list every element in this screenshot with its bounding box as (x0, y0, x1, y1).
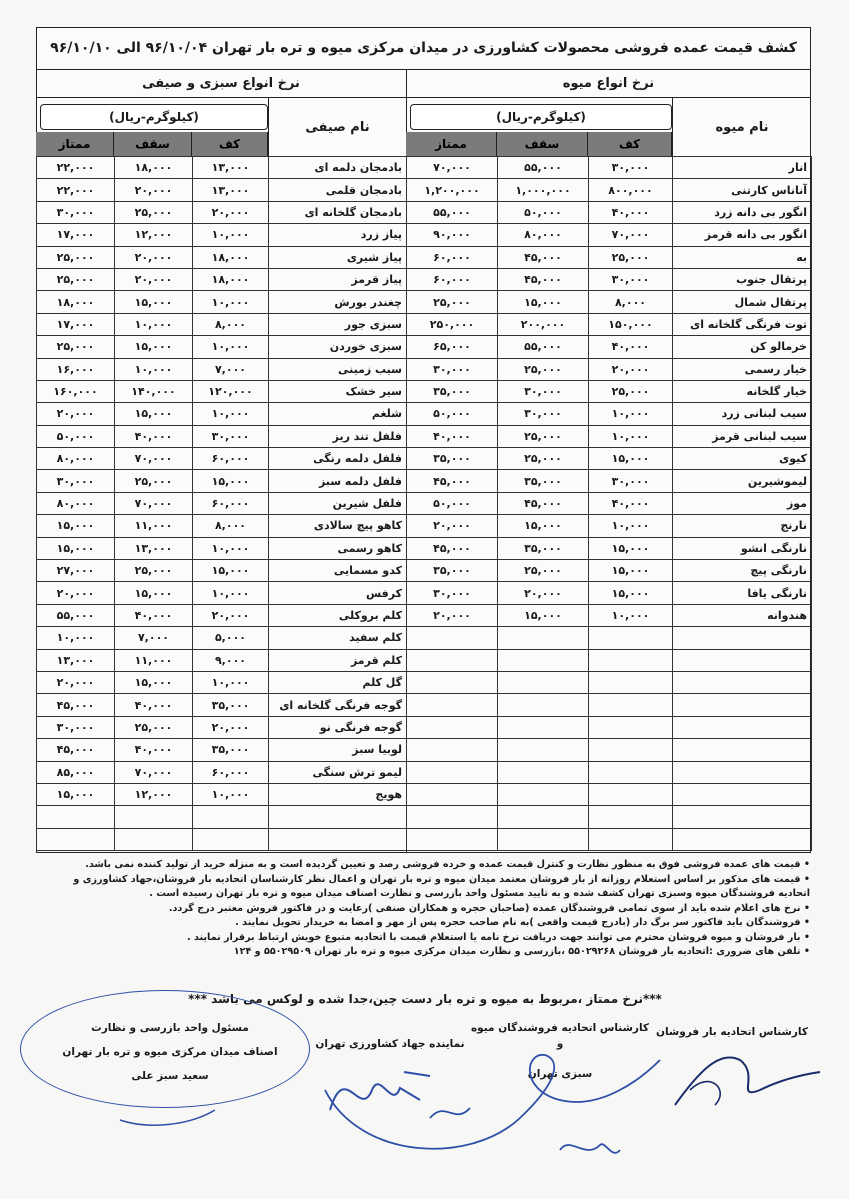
veg-cell-min: ۲۰,۰۰۰ (193, 201, 269, 223)
fruit-cell-min: ۳۰,۰۰۰ (589, 157, 673, 179)
fruit-cell-name: پرتقال جنوب (673, 268, 812, 290)
fruit-cell-min: ۱۰,۰۰۰ (589, 425, 673, 447)
veg-cell-max: ۲۰,۰۰۰ (115, 268, 193, 290)
fruit-cell-min: ۴۰,۰۰۰ (589, 492, 673, 514)
veg-cell-min: ۳۰,۰۰۰ (193, 425, 269, 447)
veg-cell-max: ۴۰,۰۰۰ (115, 739, 193, 761)
fruit-cell-max: ۵۵,۰۰۰ (498, 157, 589, 179)
fruit-cell-max: ۳۰,۰۰۰ (498, 403, 589, 425)
veg-cell-premium: ۱۸,۰۰۰ (37, 291, 115, 313)
fruit-cell-min: ۱۵,۰۰۰ (589, 582, 673, 604)
veg-cell-premium: ۲۰,۰۰۰ (37, 582, 115, 604)
veg-name-header: نام صیفی (268, 98, 406, 156)
fruit-cell-name: کیوی (673, 448, 812, 470)
veg-cell-name: سیب زمینی (269, 358, 407, 380)
fruit-cell-name: خیار رسمی (673, 358, 812, 380)
note-line: • بار فروشان و میوه فروشان محترم می توانند جهت دریافت نرخ نامه یا استعلام قیمت با اتحادیه متبوع خویش ارتباط برقرار نمایند . (187, 931, 810, 943)
fruit-cell-premium: ۱,۲۰۰,۰۰۰ (407, 179, 498, 201)
fruit-cell-min: ۳۰,۰۰۰ (589, 268, 673, 290)
veg-cell-name: فلفل دلمه سبز (269, 470, 407, 492)
fruit-cell-premium: ۷۰,۰۰۰ (407, 157, 498, 179)
veg-cell-max: ۱۸,۰۰۰ (115, 157, 193, 179)
signature-stroke (120, 1110, 215, 1125)
veg-cell-min: ۳۵,۰۰۰ (193, 739, 269, 761)
veg-cell-max: ۱۱,۰۰۰ (115, 515, 193, 537)
veg-cell-premium: ۸۰,۰۰۰ (37, 448, 115, 470)
sig-expert-barforoshan: کارشناس اتحادیه بار فروشان (656, 1026, 808, 1038)
veg-cell-name: فلفل دلمه رنگی (269, 448, 407, 470)
veg-cell-min: ۱۳,۰۰۰ (193, 157, 269, 179)
fruit-cell-max: ۱۵,۰۰۰ (498, 604, 589, 626)
fruit-cell-min: ۱۰,۰۰۰ (589, 515, 673, 537)
veg-cell-name: چغندر بورش (269, 291, 407, 313)
veg-cell-max: ۱۲,۰۰۰ (115, 224, 193, 246)
veg-cell-name: کلم قرمز (269, 649, 407, 671)
fruit-cell-premium: ۴۵,۰۰۰ (407, 470, 498, 492)
veg-cell-premium: ۵۵,۰۰۰ (37, 604, 115, 626)
fruit-cell-premium: ۳۵,۰۰۰ (407, 448, 498, 470)
veg-col-max-header: سقف (114, 132, 192, 156)
veg-cell-min: ۱۵,۰۰۰ (193, 470, 269, 492)
veg-cell-name: سبزی خوردن (269, 336, 407, 358)
veg-cell-max: ۷۰,۰۰۰ (115, 492, 193, 514)
premium-note: ***نرخ ممتاز ،مربوط به میوه و تره بار دست چین،جدا شده و لوکس می باشد *** (188, 992, 662, 1006)
fruit-cell-premium: ۶۵,۰۰۰ (407, 336, 498, 358)
veg-cell-name: لوبیا سبز (269, 739, 407, 761)
fruit-cell-min: ۸۰۰,۰۰۰ (589, 179, 673, 201)
sig-inspection-line1: مسئول واحد بازرسی و نظارت (91, 1022, 249, 1034)
fruit-cell-min: ۱۵,۰۰۰ (589, 448, 673, 470)
veg-cell-premium: ۱۷,۰۰۰ (37, 224, 115, 246)
signature-stroke (325, 1055, 660, 1149)
fruit-cell-name: هندوانه (673, 604, 812, 626)
note-line: اتحادیه فروشندگان میوه وسبزی تهران کشف شده و به تایید مسئول واحد بازرسی و نظارت اصناف میدان میوه و تره بار تهران رسیده است . (149, 888, 810, 899)
fruit-cell-min: ۸,۰۰۰ (589, 291, 673, 313)
veg-cell-name: کلم بروکلی (269, 604, 407, 626)
veg-cell-min: ۲۰,۰۰۰ (193, 716, 269, 738)
veg-cell-max: ۲۵,۰۰۰ (115, 716, 193, 738)
veg-cell-max: ۱۳,۰۰۰ (115, 537, 193, 559)
veg-cell-name: گوجه فرنگی گلخانه ای (269, 694, 407, 716)
signature-stroke (675, 1057, 820, 1105)
fruit-cell-premium: ۲۵۰,۰۰۰ (407, 313, 498, 335)
veg-cell-premium: ۳۰,۰۰۰ (37, 716, 115, 738)
veg-cell-max: ۷,۰۰۰ (115, 627, 193, 649)
fruit-cell-max: ۴۵,۰۰۰ (498, 246, 589, 268)
veg-cell-min: ۱۲۰,۰۰۰ (193, 380, 269, 402)
veg-cell-min: ۱۰,۰۰۰ (193, 582, 269, 604)
veg-cell-name: شلغم (269, 403, 407, 425)
fruit-cell-premium: ۵۰,۰۰۰ (407, 492, 498, 514)
fruit-cell-min: ۱۵,۰۰۰ (589, 537, 673, 559)
veg-cell-premium: ۴۵,۰۰۰ (37, 694, 115, 716)
fruit-cell-name: به (673, 246, 812, 268)
fruit-cell-name: سیب لبنانی قرمز (673, 425, 812, 447)
veg-cell-min: ۳۵,۰۰۰ (193, 694, 269, 716)
note-line: • فروشندگان باید فاکتور سر برگ دار (بادرج قیمت واقعی )به نام صاحب حجره پس از مهر و امضا به خریدار تحویل نمایند . (235, 917, 810, 928)
fruit-cell-min: ۳۰,۰۰۰ (589, 470, 673, 492)
veg-cell-name: کاهو رسمی (269, 537, 407, 559)
fruit-cell-name: پرتقال شمال (673, 291, 812, 313)
veg-cell-min: ۷,۰۰۰ (193, 358, 269, 380)
fruit-cell-name: خیار گلخانه (673, 380, 812, 402)
veg-group-title: نرخ انواع سبزی و صیفی (36, 70, 406, 98)
veg-cell-premium: ۲۵,۰۰۰ (37, 246, 115, 268)
sig-inspection-line2: اصناف میدان مرکزی میوه و تره بار تهران (62, 1046, 278, 1058)
fruit-cell-max: ۱۵,۰۰۰ (498, 291, 589, 313)
fruit-cell-premium: ۹۰,۰۰۰ (407, 224, 498, 246)
fruit-cell-max: ۲۵,۰۰۰ (498, 358, 589, 380)
note-line: • نرخ های اعلام شده باید از سوی تمامی فروشندگان عمده (صاحبان حجره و همکاران صنفی )رعایت و در فاکتور فروش معتبر درج گردد. (168, 902, 810, 914)
fruit-cell-max: ۴۵,۰۰۰ (498, 492, 589, 514)
veg-cell-premium: ۲۰,۰۰۰ (37, 403, 115, 425)
veg-cell-max: ۲۵,۰۰۰ (115, 470, 193, 492)
veg-cell-premium: ۴۵,۰۰۰ (37, 739, 115, 761)
veg-cell-premium: ۱۵,۰۰۰ (37, 537, 115, 559)
veg-cell-max: ۴۰,۰۰۰ (115, 425, 193, 447)
fruit-cell-min: ۱۰,۰۰۰ (589, 604, 673, 626)
veg-cell-name: سبزی جور (269, 313, 407, 335)
veg-cell-premium: ۲۷,۰۰۰ (37, 560, 115, 582)
veg-cell-max: ۱۵,۰۰۰ (115, 671, 193, 693)
veg-cell-min: ۱۰,۰۰۰ (193, 336, 269, 358)
veg-cell-name: پیاز شیری (269, 246, 407, 268)
veg-cell-max: ۷۰,۰۰۰ (115, 761, 193, 783)
veg-cell-min: ۱۰,۰۰۰ (193, 783, 269, 805)
veg-cell-premium: ۱۵,۰۰۰ (37, 783, 115, 805)
veg-cell-max: ۲۵,۰۰۰ (115, 201, 193, 223)
veg-cell-max: ۱۵,۰۰۰ (115, 403, 193, 425)
signature-stroke (560, 1144, 620, 1153)
veg-cell-min: ۱۸,۰۰۰ (193, 268, 269, 290)
fruit-cell-premium: ۲۰,۰۰۰ (407, 604, 498, 626)
sig-inspection-name: سعید سبز علی (131, 1070, 209, 1082)
fruit-cell-premium: ۶۰,۰۰۰ (407, 268, 498, 290)
veg-cell-premium: ۸۰,۰۰۰ (37, 492, 115, 514)
veg-cell-min: ۱۸,۰۰۰ (193, 246, 269, 268)
veg-cell-name: سیر خشک (269, 380, 407, 402)
fruit-cell-max: ۳۵,۰۰۰ (498, 537, 589, 559)
veg-cell-name: کلم سفید (269, 627, 407, 649)
veg-col-min-header: کف (192, 132, 268, 156)
signature-stroke (330, 1072, 430, 1110)
fruit-cell-name: خرمالو کن (673, 336, 812, 358)
veg-cell-max: ۱۰,۰۰۰ (115, 313, 193, 335)
fruit-cell-premium: ۳۵,۰۰۰ (407, 380, 498, 402)
veg-cell-max: ۷۰,۰۰۰ (115, 448, 193, 470)
fruit-cell-name: انگور بی دانه قرمز (673, 224, 812, 246)
veg-cell-min: ۱۰,۰۰۰ (193, 403, 269, 425)
fruit-cell-name: سیب لبنانی زرد (673, 403, 812, 425)
veg-cell-premium: ۱۰,۰۰۰ (37, 627, 115, 649)
veg-cell-min: ۶۰,۰۰۰ (193, 761, 269, 783)
veg-cell-name: هویج (269, 783, 407, 805)
fruit-cell-premium: ۲۰,۰۰۰ (407, 515, 498, 537)
veg-cell-max: ۱۵,۰۰۰ (115, 582, 193, 604)
fruit-cell-premium: ۳۵,۰۰۰ (407, 560, 498, 582)
sig-union-sellers-line1: کارشناس اتحادیه فروشندگان میوه و (470, 1022, 650, 1050)
fruit-cell-max: ۵۰,۰۰۰ (498, 201, 589, 223)
veg-cell-max: ۱۱,۰۰۰ (115, 649, 193, 671)
fruit-group-title: نرخ انواع میوه (406, 70, 811, 98)
veg-cell-name: کدو مسمایی (269, 560, 407, 582)
fruit-cell-name: نارنگی انشو (673, 537, 812, 559)
sig-union-sellers-line2: سبزی تهران (527, 1068, 593, 1080)
fruit-cell-min: ۲۰,۰۰۰ (589, 358, 673, 380)
fruit-cell-min: ۴۰,۰۰۰ (589, 336, 673, 358)
veg-cell-name: بادمجان قلمی (269, 179, 407, 201)
veg-col-premium-header: ممتاز (36, 132, 114, 156)
fruit-col-min-header: کف (588, 132, 672, 156)
veg-cell-premium: ۳۰,۰۰۰ (37, 470, 115, 492)
veg-cell-name: بادمجان دلمه ای (269, 157, 407, 179)
signature-stroke (690, 1082, 720, 1105)
veg-cell-premium: ۲۵,۰۰۰ (37, 336, 115, 358)
fruit-cell-max: ۴۵,۰۰۰ (498, 268, 589, 290)
veg-cell-min: ۱۰,۰۰۰ (193, 537, 269, 559)
veg-unit-label: (کیلوگرم-ریال) (40, 104, 268, 130)
veg-cell-premium: ۱۶,۰۰۰ (37, 358, 115, 380)
fruit-cell-premium: ۳۰,۰۰۰ (407, 358, 498, 380)
fruit-cell-name: توت فرنگی گلخانه ای (673, 313, 812, 335)
veg-cell-premium: ۸۵,۰۰۰ (37, 761, 115, 783)
fruit-cell-max: ۲۵,۰۰۰ (498, 425, 589, 447)
fruit-cell-name: انگور بی دانه زرد (673, 201, 812, 223)
fruit-cell-min: ۱۰,۰۰۰ (589, 403, 673, 425)
veg-cell-min: ۹,۰۰۰ (193, 649, 269, 671)
veg-cell-name: گل کلم (269, 671, 407, 693)
fruit-cell-premium: ۴۰,۰۰۰ (407, 425, 498, 447)
fruit-name-header: نام میوه (672, 98, 811, 156)
veg-cell-premium: ۱۶۰,۰۰۰ (37, 380, 115, 402)
veg-cell-name: کاهو پیچ سالادی (269, 515, 407, 537)
signature-stroke (430, 1108, 470, 1118)
veg-cell-premium: ۱۳,۰۰۰ (37, 649, 115, 671)
veg-cell-max: ۲۰,۰۰۰ (115, 179, 193, 201)
veg-cell-name: پیاز قرمز (269, 268, 407, 290)
veg-cell-min: ۱۵,۰۰۰ (193, 560, 269, 582)
veg-cell-premium: ۳۰,۰۰۰ (37, 201, 115, 223)
fruit-cell-max: ۵۵,۰۰۰ (498, 336, 589, 358)
veg-cell-premium: ۲۰,۰۰۰ (37, 671, 115, 693)
fruit-cell-name: نارنگی پیچ (673, 560, 812, 582)
sig-jahad-rep: نماینده جهاد کشاورزی تهران (315, 1038, 465, 1050)
note-line: • قیمت های عمده فروشی فوق به منظور نظارت و کنترل قیمت عمده و خرده فروشی رصد و تعیین گردیده است و به منزله خرید از تولید کننده نمی باشد. (85, 859, 810, 870)
fruit-cell-min: ۷۰,۰۰۰ (589, 224, 673, 246)
fruit-cell-max: ۲۵,۰۰۰ (498, 448, 589, 470)
fruit-cell-premium: ۶۰,۰۰۰ (407, 246, 498, 268)
veg-cell-name: کرفس (269, 582, 407, 604)
note-line: • قیمت های مذکور بر اساس استعلام روزانه از بار فروشان معتمد میدان میوه و تره بار تهران و اعمال نظر کارشناسان اتحادیه بار فروشان،جهاد کشاورزی و (73, 873, 810, 885)
veg-cell-name: پیاز زرد (269, 224, 407, 246)
fruit-cell-name: نارنگی یافا (673, 582, 812, 604)
veg-cell-min: ۱۰,۰۰۰ (193, 224, 269, 246)
fruit-cell-premium: ۴۵,۰۰۰ (407, 537, 498, 559)
veg-cell-premium: ۲۵,۰۰۰ (37, 268, 115, 290)
fruit-cell-name: آناناس کارتنی (673, 179, 812, 201)
fruit-cell-name: لیموشیرین (673, 470, 812, 492)
fruit-cell-premium: ۲۵,۰۰۰ (407, 291, 498, 313)
fruit-cell-min: ۴۰,۰۰۰ (589, 201, 673, 223)
fruit-cell-premium: ۵۰,۰۰۰ (407, 403, 498, 425)
veg-cell-premium: ۱۵,۰۰۰ (37, 515, 115, 537)
veg-cell-max: ۲۵,۰۰۰ (115, 560, 193, 582)
fruit-unit-label: (کیلوگرم-ریال) (410, 104, 672, 130)
veg-cell-premium: ۵۰,۰۰۰ (37, 425, 115, 447)
note-line: • تلفن های ضروری :اتحادیه بار فروشان ۵۵۰۲۹۲۶۸ ،بازرسی و نظارت میدان مرکزی میوه و تره بار تهران ۵۵۰۲۹۵۰۹ و ۱۲۴ (233, 946, 810, 957)
fruit-cell-max: ۲۰۰,۰۰۰ (498, 313, 589, 335)
veg-cell-min: ۱۰,۰۰۰ (193, 671, 269, 693)
fruit-cell-max: ۱,۰۰۰,۰۰۰ (498, 179, 589, 201)
veg-cell-name: لیمو ترش سنگی (269, 761, 407, 783)
veg-cell-max: ۱۴۰,۰۰۰ (115, 380, 193, 402)
fruit-cell-max: ۲۵,۰۰۰ (498, 560, 589, 582)
veg-cell-min: ۶۰,۰۰۰ (193, 492, 269, 514)
fruit-col-max-header: سقف (497, 132, 588, 156)
veg-cell-min: ۵,۰۰۰ (193, 627, 269, 649)
veg-cell-premium: ۱۷,۰۰۰ (37, 313, 115, 335)
fruit-cell-min: ۲۵,۰۰۰ (589, 380, 673, 402)
fruit-cell-name: نارنج (673, 515, 812, 537)
veg-cell-name: فلفل تند ریز (269, 425, 407, 447)
fruit-cell-min: ۲۵,۰۰۰ (589, 246, 673, 268)
fruit-cell-premium: ۳۰,۰۰۰ (407, 582, 498, 604)
veg-cell-name: فلفل شیرین (269, 492, 407, 514)
veg-cell-max: ۴۰,۰۰۰ (115, 694, 193, 716)
veg-cell-max: ۲۰,۰۰۰ (115, 246, 193, 268)
veg-cell-min: ۶۰,۰۰۰ (193, 448, 269, 470)
fruit-cell-premium: ۵۵,۰۰۰ (407, 201, 498, 223)
veg-cell-max: ۱۰,۰۰۰ (115, 358, 193, 380)
veg-cell-min: ۱۰,۰۰۰ (193, 291, 269, 313)
fruit-cell-max: ۸۰,۰۰۰ (498, 224, 589, 246)
veg-cell-max: ۱۲,۰۰۰ (115, 783, 193, 805)
fruit-cell-min: ۱۵۰,۰۰۰ (589, 313, 673, 335)
veg-cell-min: ۸,۰۰۰ (193, 313, 269, 335)
veg-cell-premium: ۲۲,۰۰۰ (37, 157, 115, 179)
veg-cell-min: ۱۳,۰۰۰ (193, 179, 269, 201)
veg-cell-min: ۸,۰۰۰ (193, 515, 269, 537)
fruit-cell-max: ۱۵,۰۰۰ (498, 515, 589, 537)
veg-cell-name: بادمجان گلخانه ای (269, 201, 407, 223)
fruit-cell-max: ۳۵,۰۰۰ (498, 470, 589, 492)
veg-cell-max: ۴۰,۰۰۰ (115, 604, 193, 626)
fruit-cell-name: انار (673, 157, 812, 179)
veg-cell-name: گوجه فرنگی نو (269, 716, 407, 738)
veg-cell-premium: ۲۲,۰۰۰ (37, 179, 115, 201)
fruit-col-premium-header: ممتاز (406, 132, 497, 156)
fruit-cell-max: ۳۰,۰۰۰ (498, 380, 589, 402)
veg-cell-max: ۱۵,۰۰۰ (115, 336, 193, 358)
fruit-cell-max: ۲۰,۰۰۰ (498, 582, 589, 604)
veg-cell-min: ۲۰,۰۰۰ (193, 604, 269, 626)
fruit-cell-name: موز (673, 492, 812, 514)
fruit-cell-min: ۱۵,۰۰۰ (589, 560, 673, 582)
page-title: کشف قیمت عمده فروشی محصولات کشاورزی در میدان مرکزی میوه و تره بار تهران ۹۶/۱۰/۰۴ الی ۹۶/۱۰/۱۰ (36, 27, 811, 70)
veg-cell-max: ۱۵,۰۰۰ (115, 291, 193, 313)
